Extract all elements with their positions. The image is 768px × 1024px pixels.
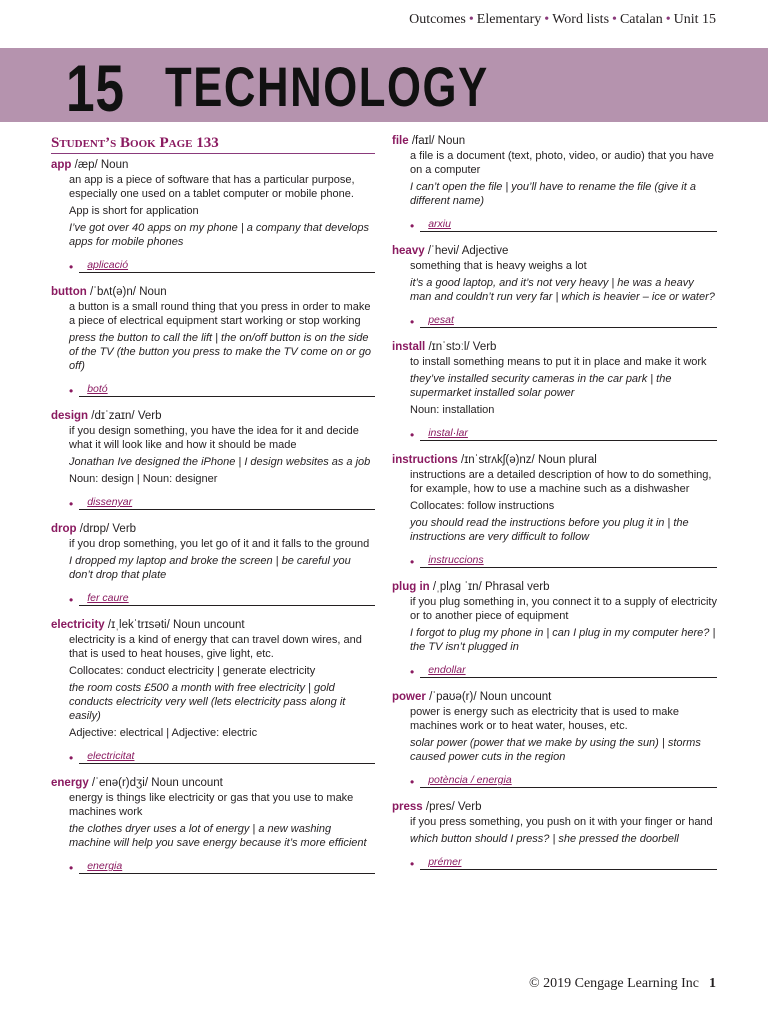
entry-note: Collocates: conduct electricity | generate electricity <box>69 665 316 677</box>
part-of-speech: Verb <box>472 341 497 353</box>
entry-headline <box>51 409 375 424</box>
bullet-separator-icon: • <box>468 12 474 27</box>
pronunciation: /pres/ <box>425 801 455 813</box>
entry-body <box>392 355 717 417</box>
translation-row <box>392 856 717 870</box>
unit-title: TECHNOLOGY <box>165 55 489 118</box>
translation-text: prémer <box>428 856 462 868</box>
translation-row <box>392 774 717 788</box>
unit-number: 15 <box>66 51 125 125</box>
word-entry <box>392 244 717 328</box>
translation-text: energia <box>87 860 123 872</box>
part-of-speech: Noun uncount <box>172 619 245 631</box>
example-sentence: I can’t open the file | you’ll have to rename the file (give it a different name) <box>410 181 696 207</box>
headword: app <box>51 159 72 171</box>
breadcrumb-item: Unit 15 <box>673 12 716 27</box>
translation-row <box>392 554 717 568</box>
entry-body <box>392 705 717 764</box>
entry-headline <box>51 522 375 537</box>
bullet-icon: • <box>69 593 74 607</box>
translation-line <box>79 496 375 510</box>
definition: power is energy such as electricity that is used to make machines work or to heat water, houses, etc. <box>410 706 680 732</box>
entry-headline <box>51 158 375 173</box>
breadcrumb-item: Word lists <box>552 12 610 27</box>
headword: electricity <box>51 619 105 631</box>
bullet-icon: • <box>410 315 415 329</box>
pronunciation: /ˈenə(r)dʒi/ <box>91 777 149 789</box>
entry-body <box>51 537 375 582</box>
headword: button <box>51 286 87 298</box>
entry-body <box>51 173 375 249</box>
page-number: 1 <box>709 976 716 991</box>
bullet-icon: • <box>410 857 415 871</box>
translation-line <box>79 860 375 874</box>
pronunciation: /dɪˈzaɪn/ <box>91 410 135 422</box>
example-sentence: you should read the instructions before you plug it in | the instructions are very difficult to follow <box>410 517 689 543</box>
word-entry <box>392 453 717 568</box>
example-sentence: it’s a good laptop, and it’s not very heavy | he was a heavy man and couldn’t run very far | which is heavier – ice or water? <box>410 277 715 303</box>
pronunciation: /ˈpaʊə(r)/ <box>429 691 477 703</box>
bullet-separator-icon: • <box>612 12 617 27</box>
headword: install <box>392 341 426 353</box>
definition: instructions are a detailed description of how to do something, for example, how to use a machine such as a dishwasher <box>410 469 712 495</box>
word-entry <box>51 618 375 764</box>
definition: if you press something, you push on it with your finger or hand <box>410 816 713 828</box>
entry-headline <box>392 340 717 355</box>
pronunciation: /ˈhevi/ <box>427 245 460 257</box>
entry-note: Noun: installation <box>410 404 495 416</box>
translation-row <box>392 664 717 678</box>
bullet-icon: • <box>410 219 415 233</box>
translation-text: endollar <box>428 664 466 676</box>
pronunciation: /ɪˌlekˈtrɪsəti/ <box>107 619 170 631</box>
translation-text: aplicació <box>87 259 129 271</box>
example-sentence: I forgot to plug my phone in | can I plug in my computer here? | the TV isn’t plugged in <box>410 627 716 653</box>
translation-row <box>392 218 717 232</box>
translation-row <box>51 496 375 510</box>
word-entry <box>392 580 717 678</box>
pronunciation: /æp/ <box>74 159 98 171</box>
definition: to install something means to put it in place and make it work <box>410 356 707 368</box>
example-sentence: they’ve installed security cameras in the car park | the supermarket installed solar power <box>410 373 672 399</box>
part-of-speech: Adjective <box>461 245 509 257</box>
definition: energy is things like electricity or gas that you use to make machines work <box>69 792 354 818</box>
translation-row <box>392 427 717 441</box>
breadcrumb-item: Catalan <box>619 12 663 27</box>
entry-body <box>51 424 375 486</box>
pronunciation: /faɪl/ <box>411 135 435 147</box>
part-of-speech: Noun <box>139 286 167 298</box>
example-sentence: press the button to call the lift | the on/off button is on the side of the TV (the button you press to make the TV come on or go off) <box>69 332 372 372</box>
section-title: Student’s Book Page 133 <box>51 134 375 154</box>
translation-row <box>51 259 375 273</box>
entry-body <box>51 791 375 850</box>
translation-line <box>420 554 717 568</box>
part-of-speech: Noun uncount <box>151 777 223 789</box>
breadcrumb-item: Outcomes <box>409 12 466 27</box>
entry-note: Noun: design | Noun: designer <box>69 473 218 485</box>
headword: energy <box>51 777 89 789</box>
entry-headline <box>392 580 717 595</box>
translation-text: potència / energia <box>428 774 512 786</box>
translation-line <box>420 856 717 870</box>
translation-text: arxiu <box>428 218 451 230</box>
part-of-speech: Phrasal verb <box>484 581 550 593</box>
word-entry <box>51 409 375 510</box>
entry-headline <box>51 618 375 633</box>
headword: drop <box>51 523 77 535</box>
example-sentence: Jonathan Ive designed the iPhone | I design websites as a job <box>69 456 371 468</box>
example-sentence: the room costs £500 a month with free electricity | gold conducts electricity very well (lets electricity pass along it easily) <box>69 682 346 722</box>
pronunciation: /ɪnˈstɔːl/ <box>428 341 470 353</box>
bullet-icon: • <box>410 775 415 789</box>
entry-body <box>392 468 717 544</box>
definition: something that is heavy weighs a lot <box>410 260 587 272</box>
bullet-icon: • <box>410 555 415 569</box>
headword: file <box>392 135 409 147</box>
entry-note: Collocates: follow instructions <box>410 500 555 512</box>
bullet-separator-icon: • <box>665 12 671 27</box>
translation-row <box>51 383 375 397</box>
translation-row <box>51 860 375 874</box>
pronunciation: /ˌplʌɡ ˈɪn/ <box>432 581 482 593</box>
example-sentence: I’ve got over 40 apps on my phone | a company that develops apps for mobile phones <box>69 222 370 248</box>
example-sentence: which button should I press? | she pressed the doorbell <box>410 833 679 845</box>
translation-text: instruccions <box>428 554 484 566</box>
entry-headline <box>51 776 375 791</box>
bullet-icon: • <box>69 861 74 875</box>
headword: design <box>51 410 89 422</box>
example-sentence: I dropped my laptop and broke the screen | be careful you don’t drop that plate <box>69 555 351 581</box>
entry-headline <box>392 244 717 259</box>
entry-headline <box>392 690 717 705</box>
entry-body <box>392 595 717 654</box>
pronunciation: /drɒp/ <box>79 523 110 535</box>
bullet-icon: • <box>69 384 74 398</box>
word-list-left-column <box>51 134 375 886</box>
translation-line <box>79 750 375 764</box>
part-of-speech: Verb <box>457 801 482 813</box>
translation-line <box>420 427 717 441</box>
translation-row <box>392 314 717 328</box>
word-entry <box>392 134 717 232</box>
definition: if you plug something in, you connect it to a supply of electricity or to another piece of equipment <box>410 596 717 622</box>
example-sentence: solar power (power that we make by using the sun) | storms caused power cuts in the region <box>410 737 701 763</box>
bullet-icon: • <box>69 260 74 274</box>
entry-body <box>51 633 375 740</box>
entry-body <box>392 259 717 304</box>
translation-text: botó <box>87 383 108 395</box>
definition: an app is a piece of software that has a particular purpose, especially one used on a tablet computer or mobile phone. <box>69 174 355 200</box>
part-of-speech: Verb <box>112 523 137 535</box>
definition: if you design something, you have the idea for it and decide what it will look like and how it should be made <box>69 425 359 451</box>
bullet-icon: • <box>410 428 415 442</box>
definition: a file is a document (text, photo, video, or audio) that you have on a computer <box>410 150 714 176</box>
headword: power <box>392 691 426 703</box>
entry-note: Adjective: electrical | Adjective: electric <box>69 727 258 739</box>
pronunciation: /ɪnˈstrʌkʃ(ə)nz/ <box>461 454 535 466</box>
page-footer <box>529 976 716 992</box>
translation-line <box>79 259 375 273</box>
translation-text: fer caure <box>87 592 129 604</box>
bullet-separator-icon: • <box>544 12 550 27</box>
word-entry <box>51 285 375 397</box>
pronunciation: /ˈbʌt(ə)n/ <box>89 286 136 298</box>
part-of-speech: Noun <box>437 135 466 147</box>
entry-headline <box>392 453 717 468</box>
entry-headline <box>392 134 717 149</box>
definition: if you drop something, you let go of it and it falls to the ground <box>69 538 370 550</box>
word-entry <box>392 340 717 441</box>
translation-text: pesat <box>428 314 454 326</box>
entry-headline <box>392 800 717 815</box>
translation-row <box>51 592 375 606</box>
headword: plug in <box>392 581 430 593</box>
translation-line <box>420 664 717 678</box>
breadcrumb-item: Elementary <box>476 12 542 27</box>
bullet-icon: • <box>69 497 74 511</box>
translation-row <box>51 750 375 764</box>
headword: press <box>392 801 423 813</box>
word-entry <box>51 522 375 606</box>
breadcrumb <box>409 12 716 28</box>
part-of-speech: Noun plural <box>537 454 597 466</box>
translation-line <box>79 383 375 397</box>
definition: a button is a small round thing that you press in order to make a piece of electrical equipment start working or stop working <box>69 301 371 327</box>
entry-body <box>51 300 375 373</box>
entry-body <box>392 815 717 846</box>
definition: electricity is a kind of energy that can travel down wires, and that is used to heat houses, give light, etc. <box>69 634 362 660</box>
word-entry <box>51 776 375 874</box>
part-of-speech: Verb <box>137 410 162 422</box>
word-entry <box>51 158 375 273</box>
translation-line <box>420 774 717 788</box>
headword: instructions <box>392 454 458 466</box>
entry-note: App is short for application <box>69 205 199 217</box>
headword: heavy <box>392 245 425 257</box>
bullet-icon: • <box>410 665 415 679</box>
word-entry <box>392 690 717 788</box>
entry-body <box>392 149 717 208</box>
translation-text: instal·lar <box>428 427 468 439</box>
part-of-speech: Noun uncount <box>479 691 552 703</box>
translation-text: dissenyar <box>87 496 133 508</box>
translation-text: electricitat <box>87 750 135 762</box>
translation-line <box>420 218 717 232</box>
translation-line <box>79 592 375 606</box>
example-sentence: the clothes dryer uses a lot of energy | a new washing machine will help you save energy because it’s more efficient <box>69 823 367 849</box>
word-list-right-column <box>392 134 717 882</box>
part-of-speech: Noun <box>100 159 129 171</box>
entry-headline <box>51 285 375 300</box>
copyright-text: © 2019 Cengage Learning Inc <box>528 976 699 991</box>
translation-line <box>420 314 717 328</box>
bullet-icon: • <box>69 751 74 765</box>
word-entry <box>392 800 717 870</box>
